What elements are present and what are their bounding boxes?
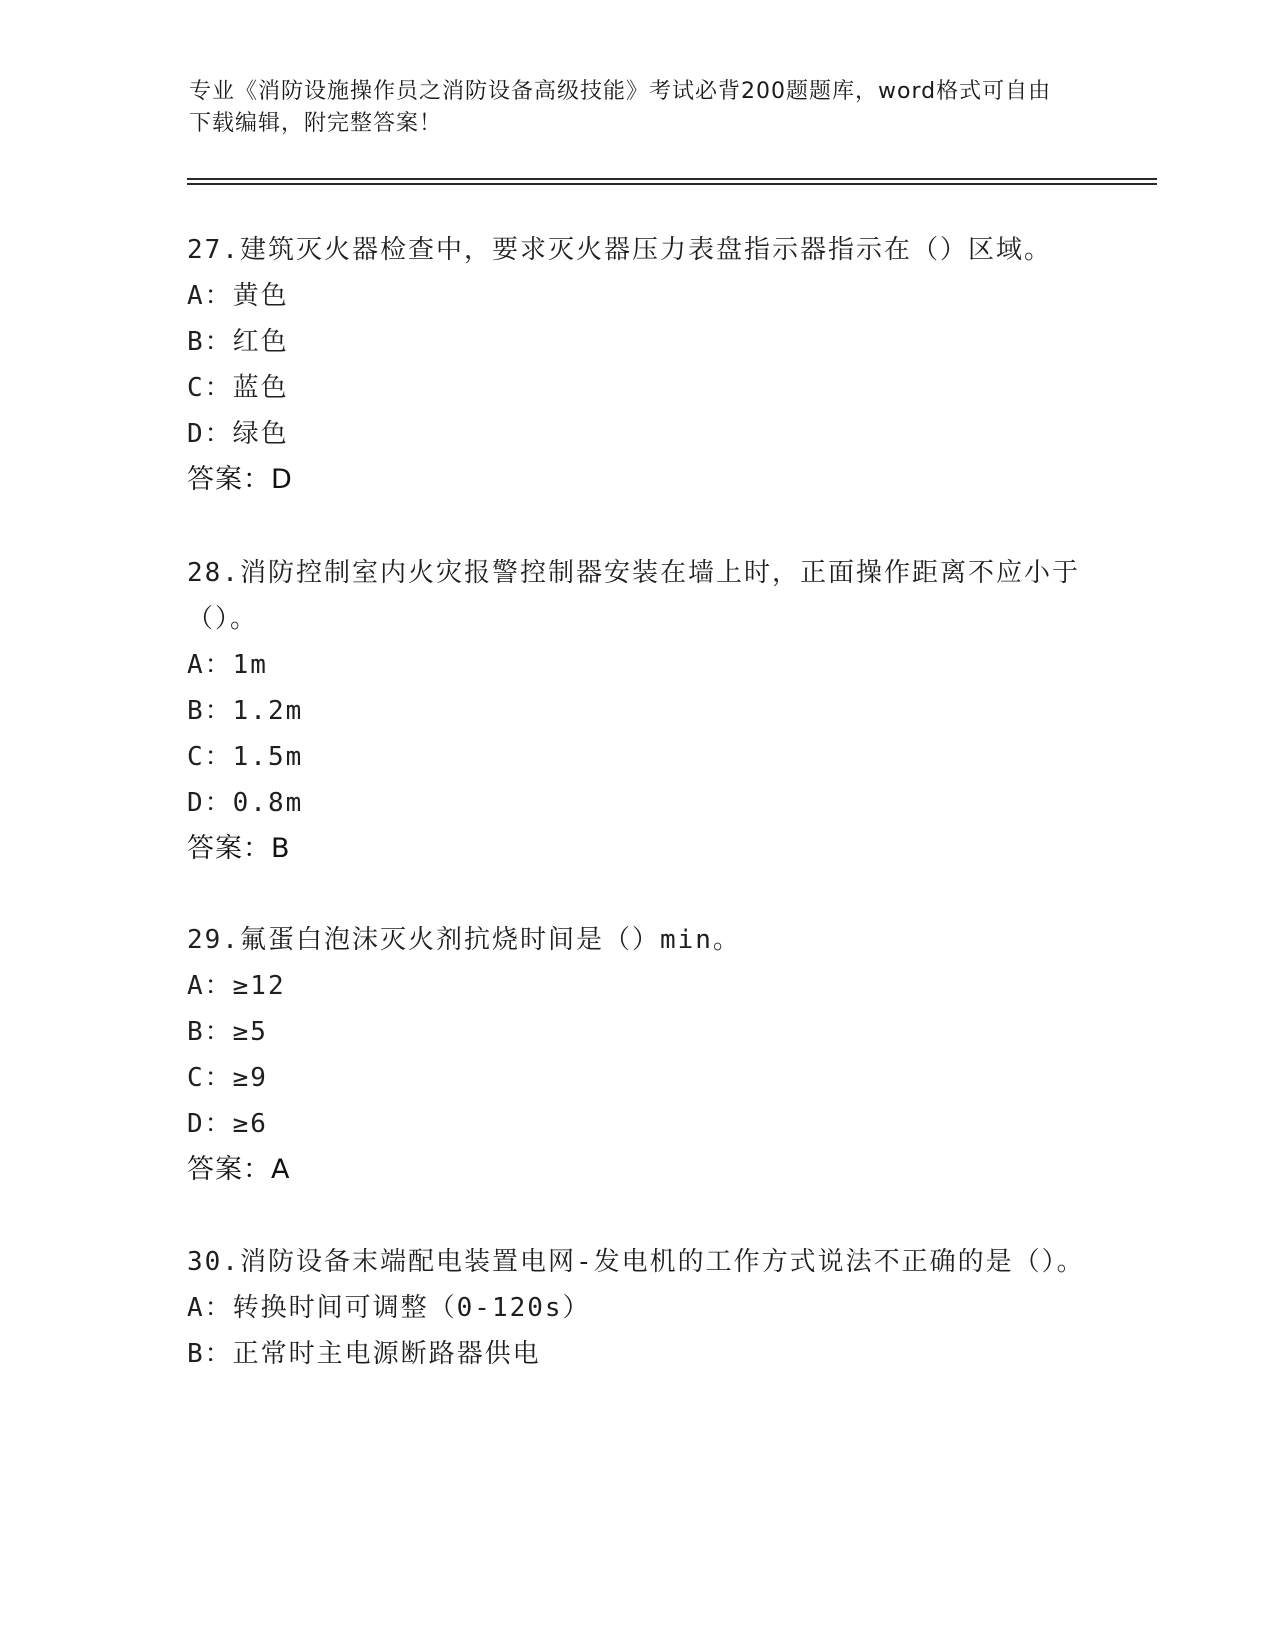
document-header: 专业《消防设施操作员之消防设备高级技能》考试必背200题题库，word格式可自由下载编辑，附完整答案！ [189,79,1052,136]
option-d: D：≥6 [187,1109,268,1139]
question-stem: 30.消防设备末端配电装置电网-发电机的工作方式说法不正确的是（）。 [187,1247,1085,1277]
option-c: C：蓝色 [187,373,289,403]
question-30 [187,1239,1087,1377]
option-d: D：绿色 [187,419,289,449]
option-b: B：≥5 [187,1017,268,1047]
answer-label: 答案：B [187,833,291,864]
header-rule-bottom [187,183,1157,185]
option-c: C：1.5m [187,742,304,772]
option-c: C：≥9 [187,1063,268,1093]
question-27 [187,227,1087,503]
option-a: A：≥12 [187,971,286,1001]
question-stem: 27.建筑灭火器检查中，要求灭火器压力表盘指示器指示在（）区域。 [187,235,1052,265]
question-28 [187,550,1087,872]
answer-label: 答案：D [187,464,293,495]
option-d: D：0.8m [187,788,304,818]
option-b: B：正常时主电源断路器供电 [187,1339,541,1369]
question-stem: 29.氟蛋白泡沫灭火剂抗烧时间是（）min。 [187,925,741,955]
option-b: B：1.2m [187,696,304,726]
option-a: A：转换时间可调整（0-120s） [187,1293,591,1323]
option-b: B：红色 [187,327,289,357]
option-a: A：黄色 [187,281,289,311]
option-a: A：1m [187,650,268,680]
header-rule-top [187,178,1157,180]
answer-label: 答案：A [187,1154,291,1185]
question-29 [187,917,1087,1193]
question-stem: 28.消防控制室内火灾报警控制器安装在墙上时，正面操作距离不应小于（）。 [187,558,1080,634]
